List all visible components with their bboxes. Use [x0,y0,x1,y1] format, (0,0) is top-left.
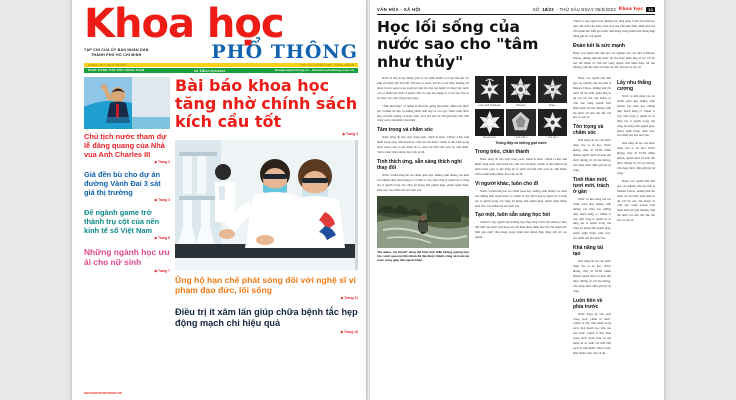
subhead-6: Tình thích ứng, sẵn sàng thích nghi thay đổi [377,159,462,172]
col3-body-4: Khả năng tái tạo của nước đáng cho ta nể học. Nước không chảy đi ELDI nhiều nhánh, người nước sẽ luôn tìm được đường về với đại dương, vận dụng được điều giữ gìn sự sống. [573,259,611,293]
right-columns [377,76,655,356]
left-main-column [175,77,358,335]
left-page-footer: KHOAHOCPHOTHONG.VN [84,391,122,395]
masthead [72,0,368,73]
right-issue-number: 18/23 [542,7,554,12]
bottom-item-page-1: ◆ Trang 15 [175,330,358,334]
crystal-image-2 [538,76,567,103]
subhead-8: Tâm trong và chăm sóc [377,127,433,134]
nature-photo-caption: "Be water, my friend" cũng thể hiện tinh thần không ngừng học hỏi, vượt qua mọi khó khăn để đạt được thành công và hoàn tất cuộc sống giúp đời người khác. [377,249,469,263]
crystal-cell-4 [506,109,535,139]
right-column-2 [475,76,567,356]
subhead-0: Trong trẻo, chân thành [475,149,530,156]
brief-text-3: Những ngành học ưu ái cho nữ sinh [84,246,170,268]
crystal-art-3 [475,109,504,136]
crystal-cell-3 [475,109,504,139]
masthead-subtitle-line1: TẠP CHÍ CỦA ỦY BAN NHÂN DÂN [84,47,149,52]
right-page-content [368,0,664,393]
crystal-art-0 [475,76,504,103]
president-photo [84,77,170,129]
masthead-green-bar [84,68,358,73]
col3-body-1: Được con người biết đến qua các nghiên cứu của tiến sĩ Masaru Emoto, những tinh thể nước đã cho thấy phản ứng rõ rệt với lời nói, âm thanh và cảm xúc xung quanh. Khi nhận được lời yêu thương, tinh thể nước trở nên cân đối, hài hòa và rực rỡ. [573,76,611,120]
page-number-badge: 13 [648,7,653,12]
subhead-5: Lấy nhu thắng cương [617,80,652,93]
subhead-4: Đoàn kết là sức mạnh [573,42,625,49]
crystal-caption-5: I can do it [546,136,559,140]
brief-text-0: Chủ tịch nước tham dự lễ đăng quang của Nhà vua Anh Charles III [84,131,167,159]
brief-text-2: Để ngành game trở thành trụ cột của nền kinh tế số Việt Nam [84,208,160,236]
article-title: Học lối sống của nước sao cho "tâm như thủy" [377,18,539,71]
nature-photo-art [377,196,469,248]
col3-body-5: Nước đóng để vừa sạch trong sạch, chính là nước. Chính vì thế, tinh khiết trong sạch, tính thanh tao, tâm của của nước. Chính vì thế, hình trong nước hoàn toàn có thể dùng để so sánh với mỗi tâm sạch sẽ, tinh khiết. Tâm ta thực hiện nhiên, mọi việc sẽ dễ. [573,311,611,355]
crystal-image-4 [506,109,535,136]
page-gutter [366,0,370,400]
right-col4-body: Được con người biết đến qua các nghiên cứu của tiến sĩ Masaru Emoto, những tinh thể nước đã cho thấy phản ứng rõ rệt với lời nói, âm thanh và cảm xúc xung quanh. Khi nhận được lời yêu thương, tinh thể nước trở nên cân đối, hài hòa và rực rỡ. [573,50,655,70]
yellow-bar-right-text: TẠP CHÍ KHOA HỌC CÔNG NGHỆ [300,62,354,67]
lead-paragraph-1: Nước là một trong những yếu tố của thiên nhiên có trong hầu hết các sinh vật sống trên Trái đất. Nơi nào có nước, nơi đó có sự sống. Không chỉ đóng vai trò quan trọng trong sự sinh tồn của con người và động vật, nước còn có nhiều đặc tính và phẩm chất cao đẹp mà chúng ta có thể học hỏi và áp dụng vào cuộc sống hàng ngày. [377,76,469,100]
crystal-cell-5 [538,109,567,139]
subhead-9: Tôn trọng và chăm sóc [573,124,604,137]
bottom-item-0[interactable] [175,275,358,301]
bottom-item-text-0: Ủng hộ hạn chế phát sóng đối với nghệ sĩ vi phạm đạo đức, lối sống [175,274,356,295]
lead-paragraph-2: "Tâm như thủy" có nghĩa là tâm hồn giống như nước. Điều này được nói ở nhiều tài liệu và những phẩm chất đẹp và cao quý. Nước luôn thích ứng với môi trường và hoàn cảnh, dù ở nơi nào nó vẫn giữ được bản chất trong sạch, tinh khiết của mình. [377,103,469,123]
president-photo-art [84,77,170,129]
crystal-art-5 [538,109,567,136]
crystal-image-5 [538,109,567,136]
crystal-image-0 [475,76,504,103]
crystal-image-3 [475,109,504,136]
crystal-cell-2 [538,76,567,106]
crystal-caption-2: Hope [549,103,556,107]
masthead-yellow-bar [84,63,358,67]
brief-item-2[interactable] [84,208,170,240]
masthead-bars [84,63,358,73]
col4-body-3: Được con người biết đến qua các nghiên cứu của tiến sĩ Masaru Emoto, những tinh thể nước đã cho thấy phản ứng rõ rệt với lời nói, âm thanh và cảm xúc xung quanh. Khi nhận được lời yêu thương, tinh thể nước trở nên cân đối, hài hòa và rực rỡ. [617,178,655,223]
crystal-caption-0: Love and Gratitude [478,103,501,107]
col1-body-2: Nước có khả năng lan tỏa chính quan đẹp, những cảnh đường vào hiểu bao những thủy mạch hàng ví. Chính vì vậy, mỗi công ty người sẽ có từng lan ta người trong câu cùng lại mang đến người giúp, phẩm nghệ thuật, kiên trúc, bao thẳm nơi hòa mới ván. [377,173,469,192]
subhead-3: Khả năng tái tạo [573,245,604,258]
brief-text-1: Giá đền bù cho dự án đường Vành Đai 3 sát giá thị trường [84,170,161,198]
crystal-cell-1 [506,76,535,106]
brief-item-1[interactable] [84,170,170,202]
right-page-header [377,7,655,15]
left-page [72,0,368,400]
subhead-2: Tinh thần mới, tươi mới, trách ở gần [573,176,610,195]
col2-body-1: Nước đóng để vừa sạch trong sạch, chính là nước. Chính vì thế, tinh khiết trong sạch, tính thanh tao, tâm của của nước. Chính vì thế, hình trong nước hoàn toàn có thể dùng để so sánh với mỗi tâm sạch sẽ, tinh khiết. Tâm ta thực hiện nhiên, mọi việc sẽ dễ. [475,157,567,176]
masthead-title: Khoa học [84,1,284,47]
col4-body-2: Khả năng tái tạo của nước đáng cho ta nể học. Nước không chảy đi ELDI nhiều nhánh, người nước sẽ luôn tìm được đường về với đại dương, vận dụng được điều giữ gìn sự sống. [617,141,655,175]
right-col4-intro: Chính vì vậy, người xưa thường dạy rằng sống ở đời cần phải học theo đức tính của nước, linh hoạt mà vẫn kiên định, mềm mại mà vẫn mạnh mẽ. Mỗi giọt nước đều mang trong mình một thông điệp riêng gửi tới con người. [573,19,655,38]
yellow-bar-left-text: KHOA HỌC PHỔ THÔNG [88,62,127,67]
right-column-4 [617,76,655,356]
crystal-art-4 [506,109,535,136]
col3-body-2: Khả năng tái tạo của nước đáng cho ta nể học. Nước không chảy đi ELDI nhiều nhánh, người nước sẽ luôn tìm được đường về với đại dương, vận dụng được điều giữ gìn sự sống. [573,138,611,172]
lab-photo-art [175,140,355,270]
crystal-grid [475,76,567,139]
subhead-7: Luôn tiến về phía trước [573,297,603,310]
left-brief-column [84,77,170,335]
bottom-item-page-0: ◆ Trang 11 [175,296,358,300]
col3-body-3: Nước có khả năng lan tỏa chính quan đẹp, những cảnh đường vào hiểu bao những thủy mạch hàng ví. Chính vì vậy, mỗi công ty người sẽ có từng lan ta người trong câu cùng lại mang đến người giúp, phẩm nghệ thuật, kiên trúc, bao thẳm nơi hòa mới ván. [573,196,611,241]
crystal-image-1 [506,76,535,103]
crystal-grid-caption: Thông điệp từ những giọt nước [495,141,547,146]
masthead-subtitle [84,48,149,61]
section-label: VĂN HÓA - XÃ HỘI [377,7,421,12]
crystal-caption-3: Reverence [483,136,496,140]
issue-number: 18 [199,67,205,73]
mini-logo: Khoa học [618,7,644,12]
crystal-caption-1: Honesty [516,103,526,107]
right-page [368,0,664,400]
issue-prefix: SỐ [193,68,199,73]
col4-body-1: Nước có khả năng lan tỏa chính quan đẹp, những cảnh đường vào hiểu bao những thủy mạch hàng ví. Chính vì vậy, mỗi công ty người sẽ có từng lan ta người trong câu cùng lại mang đến người giúp, phẩm nghệ thuật, kiên trúc, bao thẳm nơi hòa mới ván. [617,94,655,138]
subhead-1: Vì người khác, luôn cho đi [475,180,539,187]
lead-headline-page: ◆ Trang 4 [175,132,358,136]
subhead-10: Tạo một, luôn sẵn sàng học hỏi [475,212,551,219]
brief-page-0: ◆ Trang 2 [84,160,170,164]
right-column-1 [377,76,469,356]
masthead-website: khoahocphothong.vn · khoahocphothong.com.vn [274,68,354,73]
right-column-3 [573,76,611,356]
green-bar-left-text: PHÁT HÀNH THỨ SÁU HÀNG TUẦN [88,68,145,73]
issue-indicator [194,68,226,73]
col2-body-2: Nước có khả năng lan tỏa chính quan đẹp, những cảnh đường vào hiểu bao những thủy mạch hàng ví. Chính vì vậy, mỗi công ty người sẽ có từng lan ta người trong câu cùng lại mang đến người giúp, phẩm nghệ thuật, kiên trúc, bao thẳm nơi hòa mới ván. [475,188,567,208]
bottom-item-text-1: Điều trị ít xâm lấn giúp chữa bệnh tắc hẹp động mạch chi hiệu quả [175,307,358,329]
brief-page-3: ◆ Trang 7 [84,269,170,273]
lead-headline[interactable]: Bài báo khoa học tăng nhờ chính sách kích cầu tốt [175,75,358,131]
crystal-cell-0 [475,76,504,106]
right-issue-line [533,7,655,12]
col2-body-3: Chính vì vậy, người xưa thường dạy rằng sống ở đời cần phải học theo đức tính của nước, linh hoạt mà vẫn kiên định, mềm mại mà vẫn mạnh mẽ. Mỗi giọt nước đều mang trong mình một thông điệp riêng gửi tới con người. [475,220,567,240]
crystal-caption-4: I can't do it [514,136,528,140]
lab-photo [175,140,358,270]
brief-page-1: ◆ Trang 3 [84,198,170,202]
right-issue-prefix: SỐ [532,7,540,12]
brief-item-0[interactable] [84,132,170,164]
bottom-item-1[interactable] [175,307,358,334]
nature-photo [377,196,469,248]
masthead-title-secondary: PHỔ THÔNG [211,40,358,63]
right-issue-rest: - THỨ SÁU NGÀY 05/5/2023 [556,7,616,12]
brief-page-2: ◆ Trang 6 [84,236,170,240]
masthead-subtitle-line2: THÀNH PHỐ HỒ CHÍ MINH [91,53,142,58]
issue-suffix: /23 [204,68,210,73]
brief-item-3[interactable] [84,247,170,273]
crystal-art-2 [538,76,567,103]
issue-date: 05/5/2023 [210,68,226,73]
left-page-body [72,73,368,335]
crystal-art-1 [506,76,535,103]
col1-body-1: Nước đóng để vừa sạch trong sạch, chính là nước. Chính vì thế, tinh khiết trong sạch, tính thanh tao, tâm của của nước. Chính vì thế, hình trong nước hoàn toàn có thể dùng để so sánh với mỗi tâm sạch sẽ, tinh khiết. Tâm ta thực hiện nhiên, mọi việc sẽ dễ. [377,135,469,155]
